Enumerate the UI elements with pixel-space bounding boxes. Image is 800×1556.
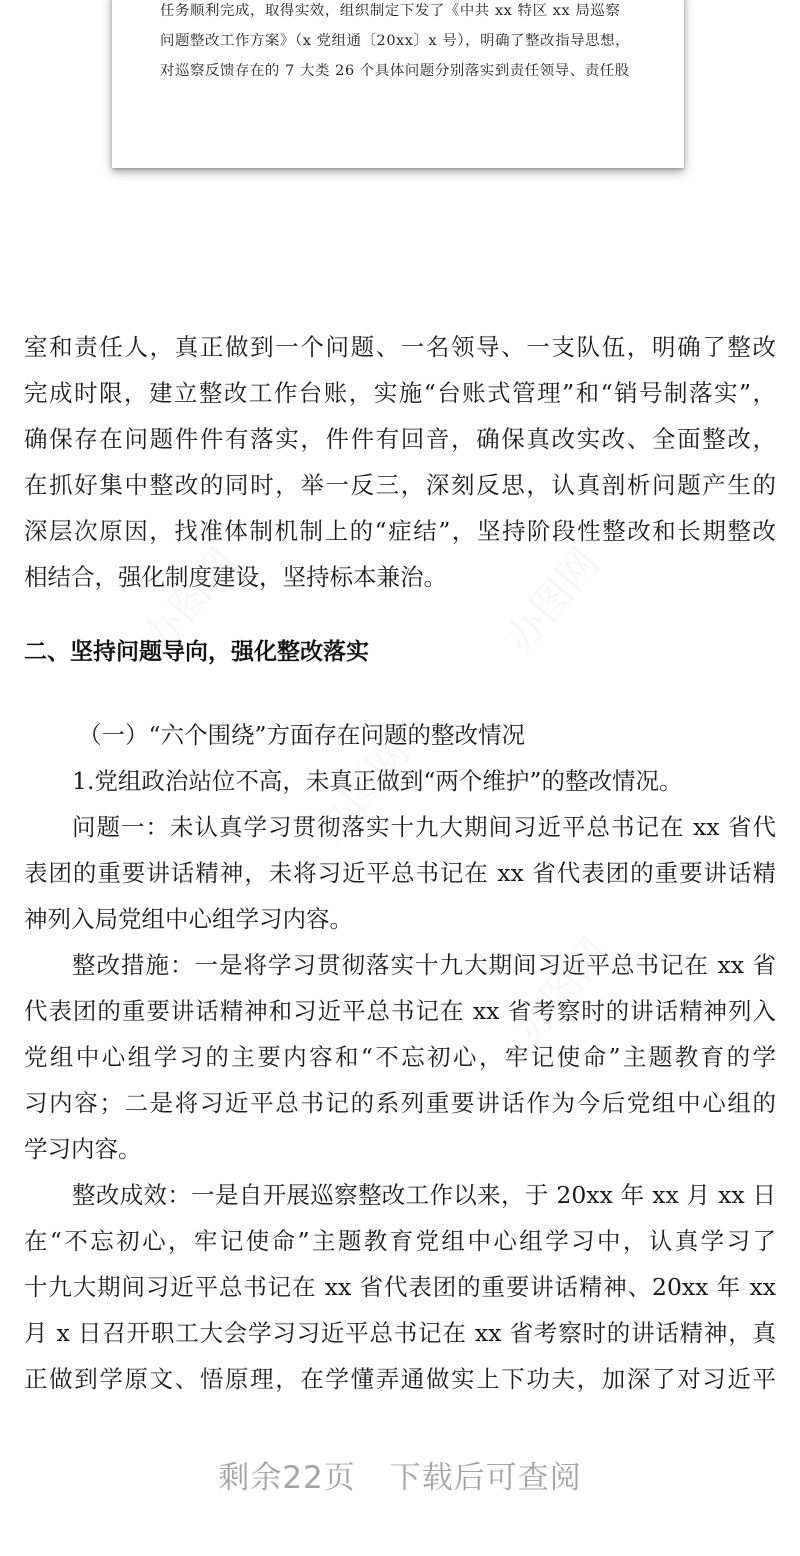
text-line: 在抓好集中整改的同时，举一反三，深刻反思，认真剖析问题产生的 <box>24 471 776 499</box>
text-line: 代表团的重要讲话精神和习近平总书记在 xx 省考察时的讲话精神列入 <box>24 997 776 1025</box>
text-line: 学习内容。 <box>24 1135 142 1163</box>
preview-line: 问题整改工作方案》（x 党组通〔20xx〕x 号），明确了整改指导思想， <box>160 33 631 49</box>
text-line: 神列入局党组中心组学习内容。 <box>24 905 353 933</box>
preview-line: 对巡察反馈存在的 7 大类 26 个具体问题分别落实到责任领导、责任股 <box>160 63 630 79</box>
download-hint-label: 下载后可查阅 <box>389 1460 582 1496</box>
text-line: 确保存在问题件件有落实，件件有回音，确保真改实改、全面整改， <box>24 425 776 453</box>
watermark: 办图网 <box>306 730 419 852</box>
text-line: 相结合，强化制度建设，坚持标本兼治。 <box>24 563 447 591</box>
text-line: 党组中心组学习的主要内容和“不忘初心，牢记使命”主题教育的学 <box>24 1043 776 1071</box>
text-line: 问题一：未认真学习贯彻落实十九大期间习近平总书记在 xx 省代 <box>72 813 776 841</box>
text-line: 深层次原因，找准体制机制上的“症结”，坚持阶段性整改和长期整改 <box>24 517 776 545</box>
preview-text <box>160 0 650 86</box>
paragraph-continuation <box>24 324 776 600</box>
text-line: 表团的重要讲话精神，未将习近平总书记在 xx 省代表团的重要讲话精 <box>24 859 776 887</box>
watermark: 办图网 <box>506 930 619 1052</box>
text-line: 室和责任人，真正做到一个问题、一名领导、一支队伍，明确了整改 <box>24 333 776 361</box>
sub-heading: （一）“六个围绕”方面存在问题的整改情况 <box>78 721 526 749</box>
text-line: 1.党组政治站位不高，未真正做到“两个维护”的整改情况。 <box>72 767 683 795</box>
text-line: 完成时限，建立整改工作台账，实施“台账式管理”和“销号制落实”， <box>24 379 776 407</box>
text-line: 整改成效：一是自开展巡察整改工作以来，于 20xx 年 xx 月 xx 日 <box>72 1181 776 1209</box>
preview-page-card <box>112 0 684 168</box>
watermark: 办图网 <box>134 540 247 662</box>
text-line: 十九大期间习近平总书记在 xx 省代表团的重要讲话精神、20xx 年 xx <box>24 1273 776 1301</box>
text-line: 正做到学原文、悟原理，在学懂弄通做实上下功夫，加深了对习近平 <box>24 1365 776 1393</box>
download-banner[interactable] <box>0 1450 800 1506</box>
text-line: 习内容；二是将习近平总书记的系列重要讲话作为今后党组中心组的 <box>24 1089 776 1117</box>
text-line: 在“不忘初心，牢记使命”主题教育党组中心组学习中，认真学习了 <box>24 1227 776 1255</box>
paragraph-body <box>24 758 776 1402</box>
watermark: 办图网 <box>496 540 609 662</box>
text-line: 整改措施：一是将学习贯彻落实十九大期间习近平总书记在 xx 省 <box>72 951 776 979</box>
remaining-pages-label: 剩余22页 <box>218 1460 356 1496</box>
text-line: 月 x 日召开职工大会学习习近平总书记在 xx 省考察时的讲话精神，真 <box>24 1319 776 1347</box>
section-heading: 二、坚持问题导向，强化整改落实 <box>24 639 369 665</box>
preview-line: 任务顺利完成，取得实效，组织制定下发了《中共 xx 特区 xx 局巡察 <box>160 3 621 19</box>
